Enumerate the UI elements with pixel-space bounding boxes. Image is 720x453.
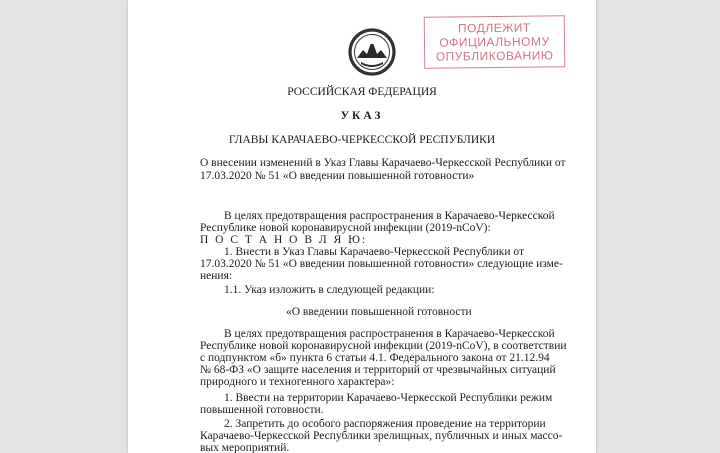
publication-stamp [424, 15, 566, 68]
point2-line: Карачаево-Черкесской Республики зрелищных, публичных и иных массо- [200, 430, 563, 442]
subject-line: О внесении изменений в Указ Главы Карачаево-Черкесской Республики от [200, 157, 566, 169]
point2-line: вых мероприятий. [200, 442, 290, 453]
item1-text: 1. Внести в Указ Главы Карачаево-Черкесской Республики от [224, 246, 525, 258]
document-page [128, 0, 596, 453]
item1-line [224, 246, 554, 258]
point1-line: повышенной готовности. [200, 404, 324, 416]
federation-heading: РОССИЙСКАЯ ФЕДЕРАЦИЯ [287, 86, 437, 98]
preamble-line: В целях предотвращения распространения в Карачаево-Черкесской [224, 210, 555, 222]
body-line: В целях предотвращения распространения в Карачаево-Черкесской [224, 328, 555, 340]
point2-line: 2. Запретить до особого распоряжения проведение на территории [224, 418, 546, 430]
stamp-line: ОФИЦИАЛЬНОМУ [439, 34, 550, 50]
item1-line: нения: [200, 270, 233, 282]
quote-title: «О введении повышенной готовности [286, 306, 472, 318]
item1-1-line: 1.1. Указ изложить в следующей редакции: [224, 284, 435, 296]
body-line: Республике новой коронавирусной инфекции (2019-nCoV), в соответствии [200, 340, 567, 352]
item1-line: 17.03.2020 № 51 «О введении повышенной готовности» следующие изме- [200, 258, 563, 270]
point1-line: 1. Ввести на территории Карачаево-Черкесской Республики режим [224, 392, 553, 404]
authority-heading: ГЛАВЫ КАРАЧАЕВО-ЧЕРКЕССКОЙ РЕСПУБЛИКИ [228, 134, 496, 146]
subject-line: 17.03.2020 № 51 «О введении повышенной готовности» [200, 170, 475, 182]
document-type-heading: УКАЗ [340, 110, 384, 122]
stamp-line: ОПУБЛИКОВАНИЮ [435, 48, 554, 64]
preamble-line: Республике новой коронавирусной инфекции (2019-nCoV): [200, 222, 491, 234]
resolve-line: П О С Т А Н О В Л Я Ю: [200, 234, 368, 246]
body-line: с подпунктом «б» пункта 6 статьи 4.1. Федерального закона от 21.12.94 [200, 352, 550, 364]
coat-of-arms-emblem [347, 26, 397, 78]
body-line: природного и техногенного характера»: [200, 376, 395, 388]
body-line: № 68-ФЗ «О защите населения и территорий от чрезвычайных ситуаций [200, 364, 556, 376]
stamp-line: ПОДЛЕЖИТ [457, 20, 531, 36]
